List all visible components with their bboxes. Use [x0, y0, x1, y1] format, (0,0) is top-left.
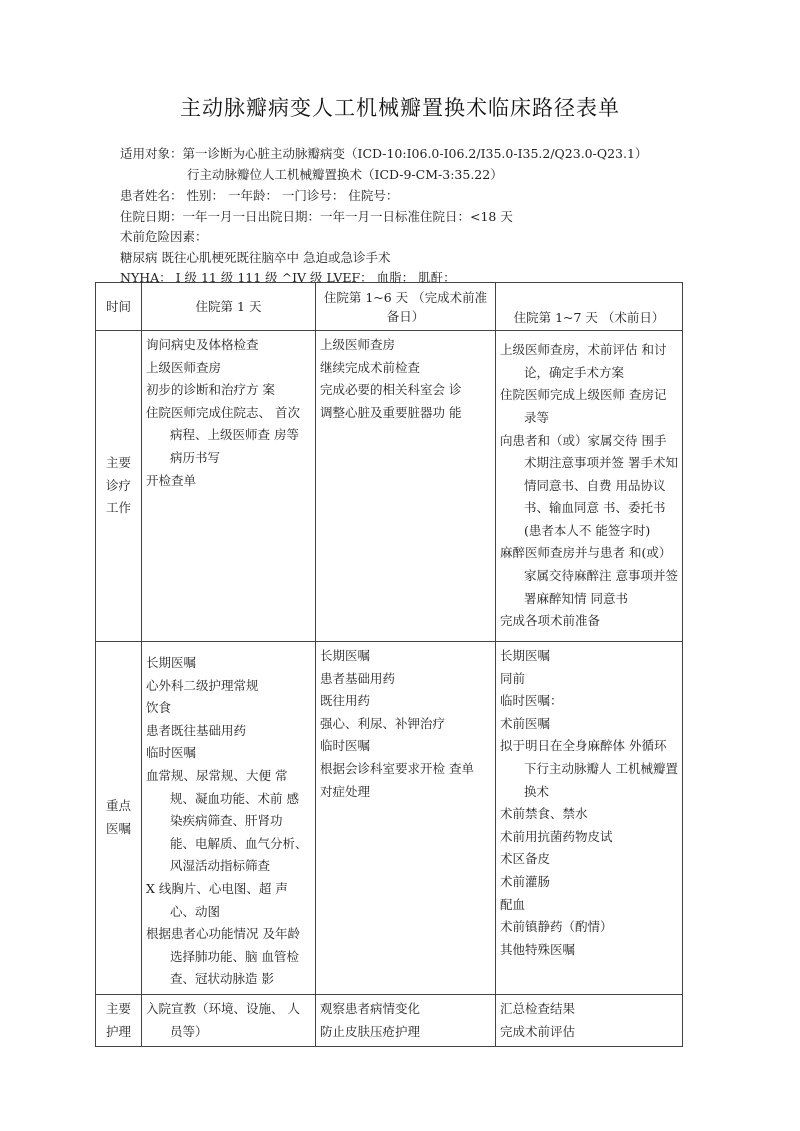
list-item: 患者既往基础用药 — [146, 722, 247, 738]
list-item: 上级医师查房 — [146, 359, 222, 375]
list-item: X 线胸片、心电图、超 声心、动图 — [146, 880, 288, 919]
list-item: 长期医嘱 — [500, 648, 551, 663]
row-label-line: 主要 — [105, 1000, 131, 1016]
list-item: 临时医嘱 — [146, 745, 197, 761]
row-label — [96, 642, 142, 995]
list-item: 完成必要的相关科室会 诊 — [320, 382, 462, 398]
cell-day1-7 — [496, 642, 683, 995]
table-row — [96, 642, 683, 995]
list-item: 住院医师完成住院志、 首次病程、上级医师查 房等病历书写 — [146, 404, 300, 465]
header-day1: 住院第 1 天 — [142, 283, 316, 331]
cell-day1-7 — [496, 994, 683, 1046]
procedure-line: 行主动脉瓣位人工机械瓣置换术（ICD-9-CM-3:35.22） — [187, 167, 503, 182]
list-item: 观察患者病情变化 — [320, 1000, 421, 1016]
list-item: 长期医嘱 — [320, 648, 371, 663]
list-item: 术前灌肠 — [500, 873, 551, 889]
table-header-row — [96, 283, 683, 331]
cell-day1-7 — [496, 331, 683, 642]
applicable-target-line: 适用对象：第一诊断为心脏主动脉瓣病变（ICD-10:I06.0-I06.2/I35.0-I35.2/Q23.0-Q23.1） — [120, 146, 648, 161]
table-row — [96, 331, 683, 642]
list-item: 麻醉医师查房并与患者 和(或）家属交待麻醉注 意事项并签署麻醉知情 同意书 — [500, 545, 678, 606]
list-item: 上级医师查房，术前评估 和讨论，确定手术方案 — [500, 342, 667, 380]
row-label — [96, 994, 142, 1046]
list-item: 其他特殊医嘱 — [500, 941, 576, 957]
list-item: 调整心脏及重要脏器功 能 — [320, 404, 462, 420]
list-item: 配血 — [500, 896, 526, 912]
list-item: 饮食 — [146, 700, 172, 716]
list-item: 临时医嘱 — [320, 738, 371, 754]
cell-day1 — [142, 331, 316, 642]
list-item: 术前医嘱 — [500, 715, 551, 731]
clinical-pathway-table — [95, 282, 683, 1047]
row-label-line: 工作 — [105, 500, 131, 516]
list-item: 血常规、尿常规、大便 常规、凝血功能、术前 感染疾病筛查、肝肾功 能、电解质、血气分析、 风湿活动指标筛查 — [146, 767, 308, 874]
cell-day1-6 — [316, 642, 496, 995]
list-item: 术前镇静药（酌情） — [500, 919, 613, 935]
table-row — [96, 994, 683, 1046]
page-title: 主动脉瓣病变人工机械瓣置换术临床路径表单 — [180, 96, 620, 120]
list-item: 住院医师完成上级医师 查房记录等 — [500, 387, 667, 425]
list-item: 术区备皮 — [500, 851, 551, 867]
list-item: 汇总检查结果 — [500, 1000, 576, 1016]
list-item: 开检查单 — [146, 472, 197, 488]
risk-factor-list: 糖尿病 既往心肌梗死既往脑卒中 急迫或急诊手术 — [120, 250, 391, 265]
list-item: 心外科二级护理常规 — [146, 677, 259, 693]
list-item: 既往用药 — [320, 693, 371, 709]
list-item: 长期医嘱 — [146, 655, 197, 670]
patient-info-line: 患者姓名： 性别： 一年龄： 一门诊号： 住院号： — [120, 188, 399, 203]
admission-date-line: 住院日期：一年一月一日出院日期：一年一月一日标准住院日：<18 天 — [120, 209, 513, 224]
list-item: 上级医师查房 — [320, 337, 396, 352]
nyha-line: NYHA： I 级 11 级 111 级 ^IV 级 LVEF： 血脂： 肌酐： — [120, 270, 456, 285]
row-label-line: 护理 — [105, 1023, 131, 1039]
cell-day1 — [142, 994, 316, 1046]
list-item: 术前禁食、禁水 — [500, 806, 588, 822]
list-item: 术前用抗菌药物皮试 — [500, 828, 613, 844]
list-item: 入院宣教（环境、设施、 人员等） — [146, 1000, 300, 1039]
list-item: 对症处理 — [320, 783, 371, 799]
list-item: 强心、利尿、补钾治疗 — [320, 715, 446, 731]
list-item: 拟于明日在全身麻醉体 外循环下行主动脉瓣人 工机械瓣置换术 — [500, 738, 678, 799]
row-label — [96, 331, 142, 642]
header-day1-6: 住院第 1~6 天 （完成术前准备日） — [316, 283, 496, 331]
list-item: 防止皮肤压疮护理 — [320, 1023, 421, 1039]
list-item: 完成各项术前准备 — [500, 613, 601, 629]
row-label-line: 诊疗 — [105, 477, 131, 493]
cell-day1-6 — [316, 994, 496, 1046]
list-item: 向患者和（或）家属交待 围手术期注意事项并签 署手术知情同意书、自费 用品协议书、输血同意 书、委托书(患者本人不 能签字时) — [500, 432, 678, 538]
row-label-line: 医嘱 — [105, 820, 131, 836]
list-item: 根据会诊科室要求开检 查单 — [320, 760, 474, 776]
list-item: 继续完成术前检查 — [320, 359, 421, 375]
header-day1-7: 住院第 1~7 天 （术前日） — [496, 283, 683, 331]
row-label-line: 重点 — [105, 798, 131, 814]
header-time: 时间 — [96, 283, 142, 331]
cell-day1 — [142, 642, 316, 995]
list-item: 临时医嘱： — [500, 693, 563, 709]
list-item: 完成术前评估 — [500, 1023, 576, 1039]
row-label-line: 主要 — [105, 455, 131, 471]
list-item: 患者基础用药 — [320, 670, 396, 686]
list-item: 同前 — [500, 670, 526, 686]
cell-day1-6 — [316, 331, 496, 642]
list-item: 根据患者心功能情况 及年龄选择肺功能、脑 血管检查、冠状动脉造 影 — [146, 926, 300, 987]
list-item: 询问病史及体格检查 — [146, 337, 259, 352]
list-item: 初步的诊断和治疗方 案 — [146, 382, 275, 398]
risk-factor-heading: 术前危险因素： — [120, 229, 208, 244]
